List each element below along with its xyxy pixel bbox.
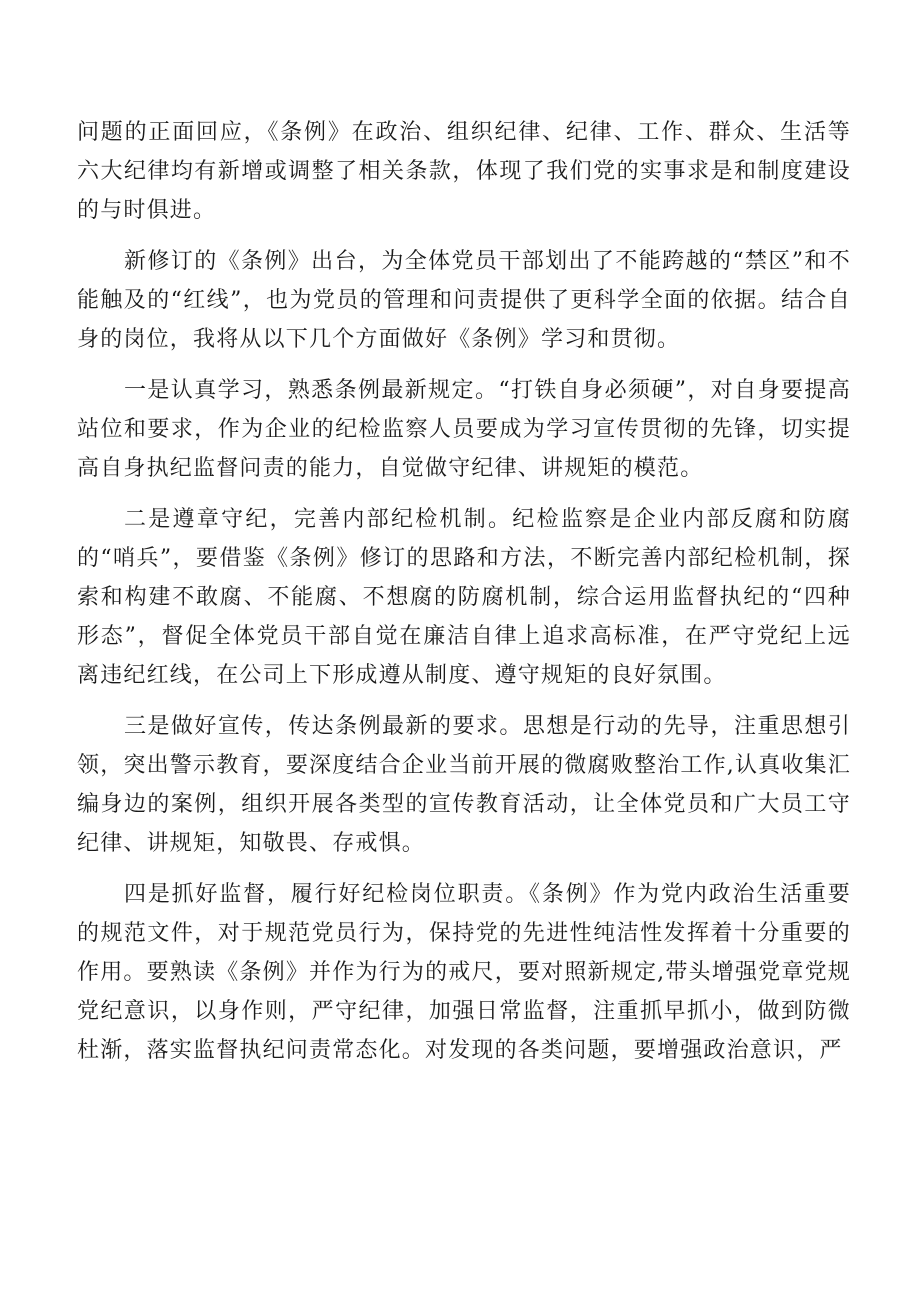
paragraph-point-2: 二是遵章守纪，完善内部纪检机制。纪检监察是企业内部反腐和防腐的“哨兵”，要借鉴《条例》修订的思路和方法，不断完善内部纪检机制，探索和构建不敢腐、不能腐、不想腐的防腐机制，综合运用监督执纪的“四种形态”，督促全体党员干部自觉在廉洁自律上追求高标准，在严守党纪上远离违纪红线，在公司上下形成遵从制度、遵守规矩的良好氛围。 (77, 507, 851, 688)
paragraph-continuation: 问题的正面回应，《条例》在政治、组织纪律、纪律、工作、群众、生活等六大纪律均有新增或调整了相关条款，体现了我们党的实事求是和制度建设的与时俱进。 (77, 120, 851, 223)
document-body (77, 113, 851, 1070)
paragraph-point-1: 一是认真学习，熟悉条例最新规定。“打铁自身必须硬”，对自身要提高站位和要求，作为企业的纪检监察人员要成为学习宣传贯彻的先锋，切实提高自身执纪监督问责的能力，自觉做守纪律、讲规矩的模范。 (77, 378, 851, 481)
paragraph-point-4: 四是抓好监督，履行好纪检岗位职责。《条例》作为党内政治生活重要的规范文件，对于规范党员行为，保持党的先进性纯洁性发挥着十分重要的作用。要熟读《条例》并作为行为的戒尺，要对照新规定,带头增强党章党规党纪意识，以身作则，严守纪律，加强日常监督，注重抓早抓小，做到防微杜渐，落实监督执纪问责常态化。对发现的各类问题，要增强政治意识，严 (77, 882, 851, 1063)
paragraph-point-3: 三是做好宣传，传达条例最新的要求。思想是行动的先导，注重思想引领，突出警示教育，要深度结合企业当前开展的微腐败整治工作,认真收集汇编身边的案例，组织开展各类型的宣传教育活动，让全体党员和广大员工守纪律、讲规矩，知敬畏、存戒惧。 (77, 714, 851, 856)
paragraph-intro: 新修订的《条例》出台，为全体党员干部划出了不能跨越的“禁区”和不能触及的“红线”，也为党员的管理和问责提供了更科学全面的依据。结合自身的岗位，我将从以下几个方面做好《条例》学习和贯彻。 (77, 249, 851, 352)
